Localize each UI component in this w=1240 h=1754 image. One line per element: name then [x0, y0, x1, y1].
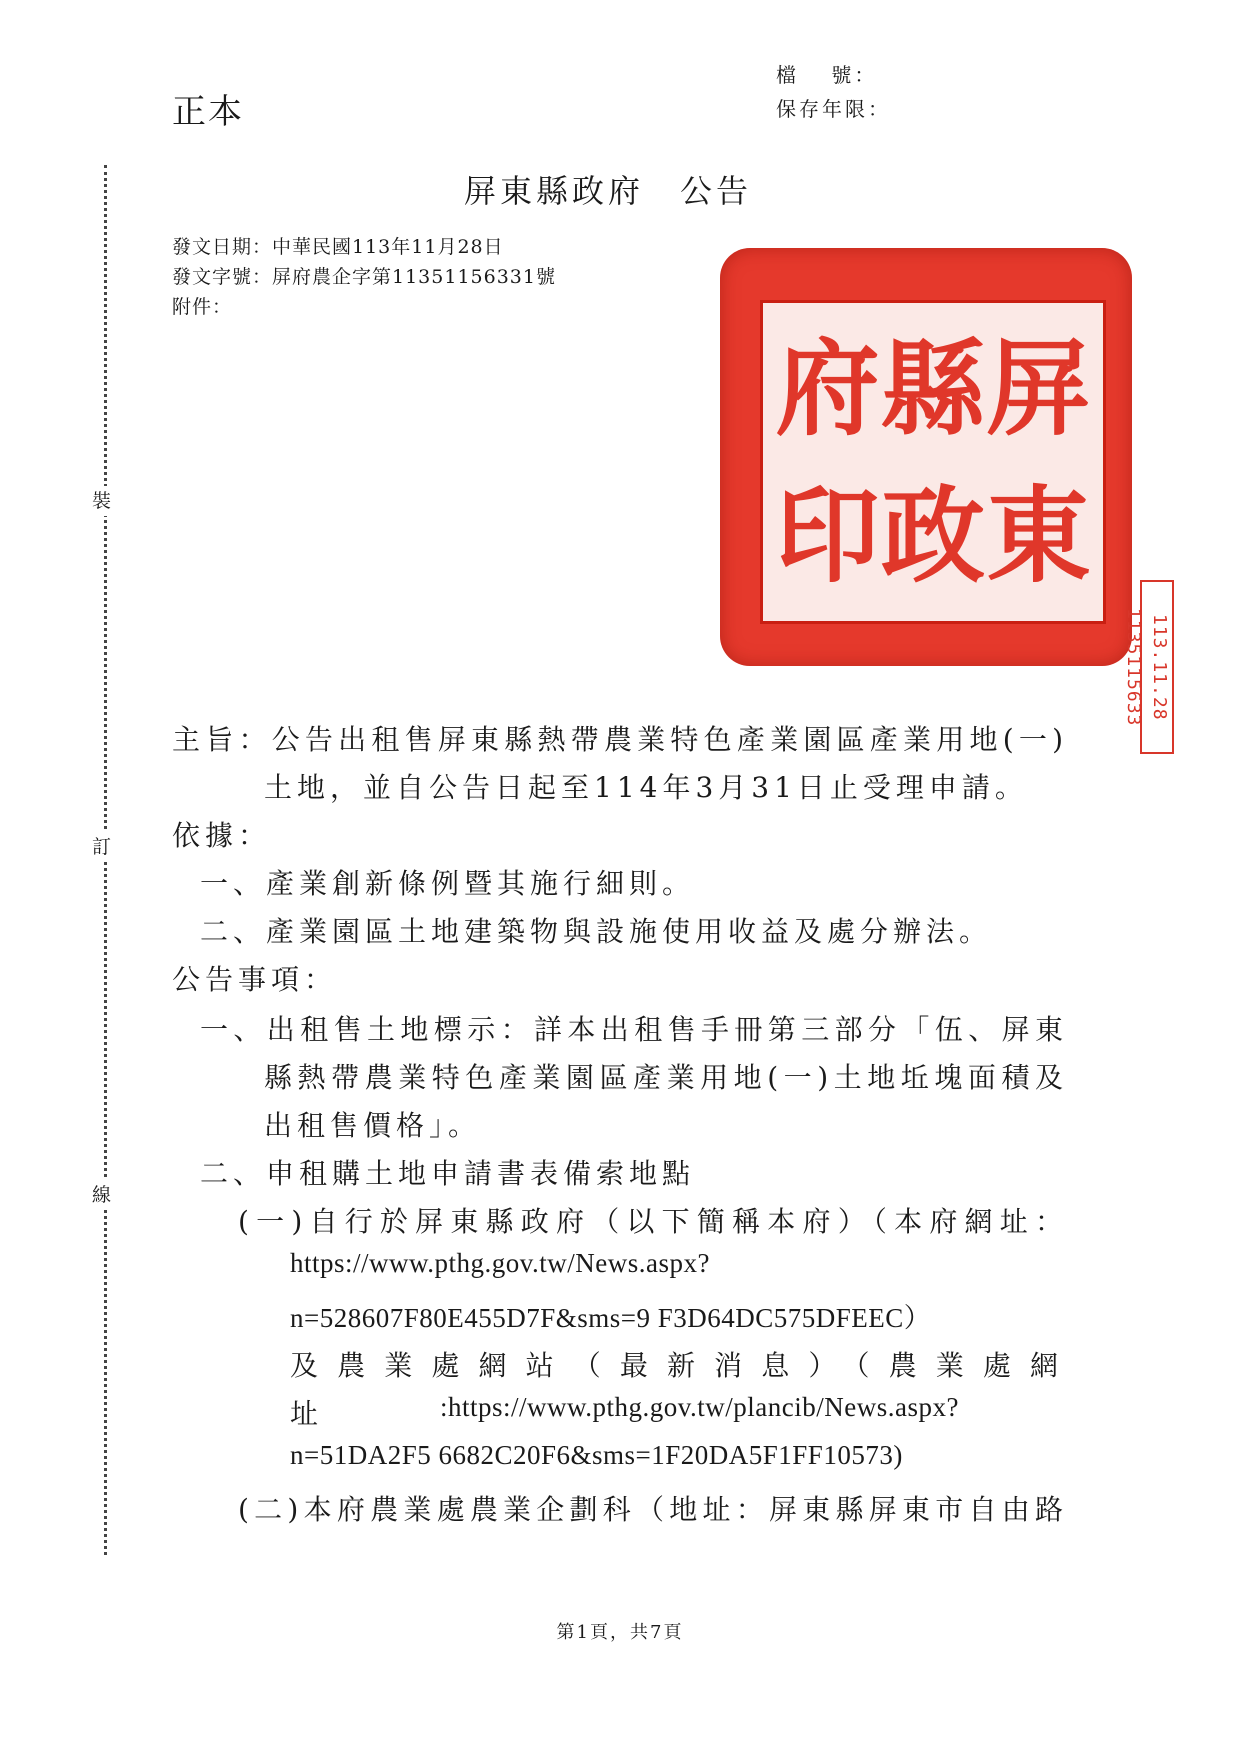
margin-char-ding: 訂 — [92, 832, 111, 862]
basis-item-1: 一、產業創新條例暨其施行細則。 — [200, 867, 696, 900]
issue-date: 發文日期：中華民國113年11月28日 — [172, 236, 504, 258]
seal-char: 東 — [986, 474, 1091, 597]
document-title: 屏東縣政府 公告 — [464, 172, 753, 210]
basis-label: 依據： — [172, 819, 272, 852]
seal-char: 政 — [881, 474, 986, 597]
subject-line-1: 主旨：公告出租售屏東縣熱帶農業特色產業園區產業用地(一) — [172, 723, 1068, 756]
file-info — [776, 58, 891, 126]
notice-item-1-line-3: 出租售價格」。 — [264, 1109, 482, 1142]
basis-item-2: 二、產業園區土地建築物與設施使用收益及處分辦法。 — [200, 915, 993, 948]
sub-item-2-line-1: (二)本府農業處農業企劃科（地址：屏東縣屏東市自由路 — [238, 1493, 1068, 1526]
attachment-label: 附件： — [172, 296, 233, 318]
page-number: 第1頁，共7頁 — [556, 1622, 684, 1643]
sub-item-1-url-1: https://www.pthg.gov.tw/News.aspx? — [290, 1248, 710, 1278]
sub-item-1-url-2-query: n=51DA2F5 6682C20F6&sms=1F20DA5F1FF10573) — [290, 1440, 903, 1470]
subject-line-2: 土地，並自公告日起至114年3月31日止受理申請。 — [264, 771, 1028, 804]
seal-char: 屏 — [986, 327, 1091, 450]
sub-item-1-url-2: :https://www.pthg.gov.tw/plancib/News.aspx? — [440, 1392, 959, 1422]
sub-item-1-line-5-label: 址 — [290, 1397, 324, 1430]
notice-item-2-line-1: 二、申租購土地申請書表備索地點 — [200, 1157, 696, 1190]
file-number-label: 檔 號： — [776, 63, 878, 87]
document-meta — [172, 232, 556, 322]
sub-item-1-url-1-query: n=528607F80E455D7F&sms=9 F3D64DC575DFEEC） — [290, 1303, 932, 1333]
sub-item-1-line-4: 及農業處網站（最新消息）（農業處網 — [290, 1349, 1068, 1382]
notice-item-1-line-1: 一、出租售土地標示：詳本出租售手冊第三部分「伍、屏東 — [200, 1013, 1068, 1046]
margin-char-xian: 線 — [92, 1180, 111, 1210]
seal-character-grid — [775, 315, 1091, 609]
official-seal — [720, 248, 1132, 666]
side-serial-stamp: 113.11.28 1135115633 — [1140, 580, 1174, 754]
seal-char: 縣 — [881, 327, 986, 450]
seal-char: 印 — [775, 474, 880, 597]
seal-inner-field — [760, 300, 1106, 624]
notice-label: 公告事項： — [172, 963, 338, 996]
margin-char-zhuang: 裝 — [92, 486, 111, 516]
seal-char: 府 — [775, 327, 880, 450]
sub-item-1-line-1: (一)自行於屏東縣政府（以下簡稱本府）（本府網址： — [238, 1205, 1068, 1238]
notice-item-1-line-2: 縣熱帶農業特色產業園區產業用地(一)土地坵塊面積及 — [264, 1061, 1068, 1094]
retention-period-label: 保存年限： — [776, 97, 891, 121]
original-copy-mark: 正本 — [172, 92, 244, 132]
document-number: 發文字號：屏府農企字第11351156331號 — [172, 266, 556, 288]
